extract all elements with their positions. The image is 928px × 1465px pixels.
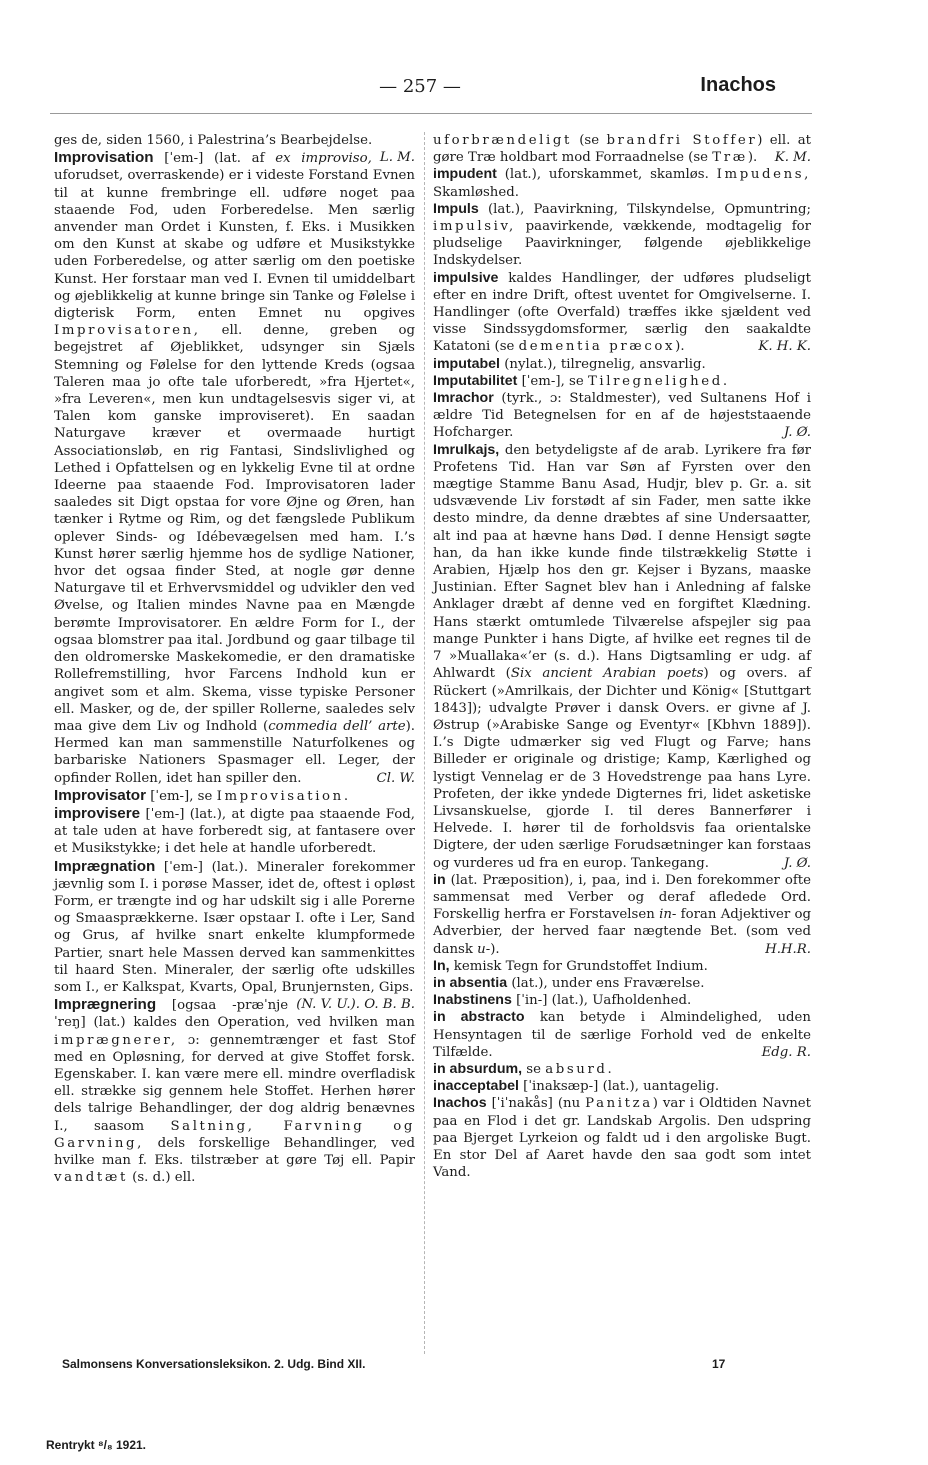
entry-text: kan betyde i Almindelighed, uden Hensyntagen til de særlige Forhold ved de enkelte Tilfælde. (433, 1010, 811, 1060)
entry-text: ) var i Oldtiden Navnet paa en Flod i det gr. Landskab Argolis. Den udspring paa Bjerget Lyrkeion og faldt ud i den argoliske Bugt. En stor Del af Aaret havde den saa godt som intet Vand. (433, 1096, 811, 1181)
italic-text: Six ancient Arabian poets (510, 666, 704, 682)
entry-impudent (433, 166, 811, 200)
author-signature: (N. V. U.). O. B. B. (296, 997, 415, 1013)
spaced-text: Panitza (585, 1096, 653, 1112)
entry-text: den betydeligste af de arab. Lyrikere fra før Profetens Tid. Han var Søn af Fyrsten over den mægtige Stamme Banu Asad, Hudjr, blev p. Gr. a. sit udsvævende Liv forstødt af sin Fader, men satte ikke desto mindre, da denne dræbtes af sine Undersaatter, alt ind paa at hævne hans Død. I denne Hensigt søgte han, da han ikke kunde finde tilstrækkelig Støtte i Arabien, Hjælp hos den gr. Kejser i Byzans, maaske Justinian. Efter Sagnet blev han i Anledning af falske Anklager dræbt af denne ved en forgiftet Klædning. Hans stærkt omtumlede Tilværelse afspejler sig paa mange Punkter i hans Digte, af hvilke eet regnes til de 7 »Muallaka«’er (s. d.). Hans Digtsamling er udg. af Ahlwardt ( (433, 442, 811, 682)
headword: inacceptabel (433, 1078, 519, 1095)
entry-continuation (433, 132, 811, 166)
entry-text: se (522, 1061, 546, 1077)
headword: impulsive (433, 269, 499, 286)
entry-text: [ˈem-], se (517, 373, 588, 389)
author-signature: Edg. R. (761, 1044, 811, 1060)
entry-text: [ˈiˈnakås] (nu (486, 1096, 586, 1112)
headword: Imrulkajs, (433, 441, 500, 458)
entry-text: Skamløshed. (433, 184, 519, 200)
cross-reference: vandtæt (54, 1170, 128, 1186)
entry-in (433, 872, 811, 958)
spaced-text: Impudens, (716, 167, 811, 183)
entry-text: (se (571, 133, 607, 148)
entry-text: ). (675, 339, 685, 355)
author-signature: H.H.R. (765, 941, 811, 957)
entry-impuls (433, 201, 811, 270)
entry-in-absurdum (433, 1061, 811, 1078)
spaced-text: uforbrændeligt (433, 133, 572, 148)
footer-source: Salmonsens Konversationsleksikon. 2. Udg. Bind XII. (62, 1357, 366, 1371)
headword: in abstracto (433, 1009, 525, 1026)
entry-text: [ˈem-] (lat.). Mineraler forekommer jævnlig som I. i porøse Masser, idet de, oftest i opløst Form, er trængte ind og har udskilt sig i alle Porerne og Smaasprækkerne. Især opstaar I. ofte i Ler, Sand og Grus, af hvilke snart enkelte klumpformede Partier, snart hele Massen derved kan sammenkittes til haard Sten. Mineraler, der særlig ofte udskilles som I., er Kalkspat, Kvarts, Opal, Brunjernsten, Gips. (54, 859, 415, 995)
cross-reference: dementia præcox (518, 339, 676, 355)
headword: Improvisator (54, 786, 146, 804)
header-rule (50, 113, 812, 114)
headword: In, (433, 957, 450, 974)
headword: Imrachor (433, 390, 494, 407)
entry-text: foran Adjektiver og Adverbier, der herved faar nægtende Bet. (som ved dansk (433, 907, 811, 957)
entry-text: kaldes Handlinger, der udføres pludseligt efter en indre Drift, oftest uventet for Omgivelserne. I. Handlinger (ofte Overfald) træffes ikke sjældent ved visse Sindssygdomsformer, særlig den saakaldte Katatoni (se (433, 270, 811, 355)
entry-text: ) ell. at gøre Træ holdbart mod Forraadnelse (se (433, 133, 811, 166)
running-head: Inachos (700, 74, 776, 96)
spaced-text: imprægnerer, (54, 1032, 178, 1048)
entry-imputabel (433, 356, 811, 373)
cross-reference: Tilregnelighed. (587, 373, 730, 389)
spaced-text: Improvisatoren, (54, 323, 201, 339)
entry-text: (nylat.), tilregnelig, ansvarlig. (500, 356, 706, 372)
author-signature: L. M. (379, 150, 415, 166)
headword: Inachos (433, 1095, 487, 1112)
entry-text: (lat.), under ens Fraværelse. (507, 975, 705, 991)
entry-text: (lat.), Paavirkning, Tilskyndelse, Opmuntring; (478, 201, 811, 217)
italic-text: ex improviso, (275, 151, 372, 167)
headword: Improvisation (54, 149, 154, 167)
headword: improvisere (54, 804, 141, 822)
cross-reference: Improvisation. (216, 788, 351, 804)
cross-reference: absurd. (545, 1061, 615, 1077)
entry-text: paavirkende, vækkende, modtagelig for pludselige Paavirkninger, følgende øjeblikkelige Indskydelser. (433, 219, 811, 269)
entry-text: [ˈinaksæp-] (lat.), uantagelig. (518, 1079, 720, 1095)
entry-in-symbol (433, 958, 811, 975)
entry-text: [ˈin-] (lat.), Uafholdenhed. (511, 993, 692, 1009)
entry-improvisation (54, 149, 415, 787)
author-signature: J. Ø. (783, 425, 811, 441)
entry-imrulkajs (433, 442, 811, 872)
cross-reference: Træ (712, 150, 748, 166)
headword: Inabstinens (433, 992, 512, 1009)
headword: in (433, 871, 446, 888)
entry-text: (lat. Præposition), i, paa, ind i. Den forekommer ofte sammensat med Verber og deraf afledede Ord. Forskellig herfra er Forstavelsen (433, 872, 811, 923)
entry-inacceptabel (433, 1078, 811, 1095)
spaced-text: Saltning, Farvning og Garvning, (54, 1118, 415, 1151)
entry-inabstinens (433, 992, 811, 1009)
entry-text: ). (747, 150, 758, 166)
entry-text: (tyrk., ɔ: Staldmester), ved Sultanens Hof i ældre Tid Betegnelsen for en af de højeststaaende Hofcharger. (433, 391, 811, 441)
spaced-text: impulsiv, (433, 219, 516, 235)
headword: Imprægnering (54, 996, 157, 1014)
left-column (54, 132, 415, 1186)
entry-text: [ˈem-], se (146, 788, 217, 804)
entry-text: ges de, siden 1560, i Palestrina’s Bearbejdelse. (54, 133, 373, 148)
entry-text: uforudset, overraskende) er i videste Forstand Evnen til at kunne frembringe ell. udføre noget paa staaende Fod, uden Forberedelse. Men særlig anvender man Ordet i Kunsten, f. Eks. i Musikken om den Kunst at skabe og udføre et Musikstykke uden Forberedelse, og atter særlig om den poetiske Kunst. Her forstaar man ved I. Evnen til umiddelbart og øjeblikkelig at kunne bringe sin Tanke og Følelse i digterisk Form, enten Emnet nu opgives (54, 168, 415, 322)
entry-text: ). (490, 941, 500, 957)
headword: imputabel (433, 355, 501, 372)
entry-in-abstracto (433, 1009, 811, 1061)
headword: Imputabilitet (433, 372, 518, 389)
footer-sheet-number: 17 (712, 1357, 726, 1371)
entry-impulsive (433, 270, 811, 356)
right-column (433, 132, 811, 1181)
entry-text: ). Hermed kan man sammenstille Naturfolkenes og barbariske Nationers Spasmager ell. Leger, der opfinder Rollen, idet han spiller den. (54, 718, 416, 786)
headword: Imprægnation (54, 857, 156, 875)
author-signature: K. M. (774, 150, 811, 166)
headword: in absurdum, (433, 1060, 523, 1077)
entry-text: dels forskellige Behandlinger, ved hvilke man f. Eks. tilstræber at gøre Tøj ell. Papir (54, 1135, 415, 1168)
entry-imputabilitet (433, 373, 811, 390)
entry-text: (lat.), uforskammet, skamløs. (496, 167, 717, 183)
entry-text: [ˈem-] (lat. af (153, 151, 276, 167)
entry-text: ell. denne, greben og begejstret af Øjeblikket, udsynger sin Sjæls Stemning og Følelse for den lyttende Kreds (ogsaa Taleren maa jo ofte tale uforberedt, »fra Hjertet«, »fra Leveren«, men kun undtagelsesvis siger vi, at Talen kom ganske improviseret). En saadan Naturgave kræver et overmaade hurtigt Associationsløb, en rig Fantasi, Sindslivlighed og Lethed i Opfattelsen og en lykkelig Evne til at ordne Ideerne paa staaende Fod. Improvisatoren lader saaledes sit Digt opstaa for vore Øjne og Øren, han tænker i Rytme og Rim, og det fængslede Publikum oplever Sinds- og Idébevægelsen med ham. I.’s Kunst hører særlig hjemme hos de sydlige Nationer, hvor det ogsaa finder Sted, at nogle gør denne Naturgave til et Erhvervsmiddel og udvikler den ved Øvelse, og Italien mindes Navne paa en Mængde berømte Improvisatorer. En ældre Form for I., der ogsaa blomstrer paa ital. Jordbund og gaar tilbage til den oldromerske Maskekomedie, er den dramatiske Rollefremstilling, hvor Farcens Indhold kun er angivet som et alm. Skema, visse typiske Personer ell. Masker, og de, der spiller Rollerne, saaledes selv maa give dem Liv og Indhold ( (54, 323, 415, 734)
author-signature: K. H. K. (758, 339, 811, 355)
author-signature: Cl. W. (376, 770, 415, 786)
entry-inachos (433, 1095, 811, 1181)
column-divider (424, 132, 425, 1354)
entry-impraegnering (54, 996, 415, 1186)
entry-text: kemisk Tegn for Grundstoffet Indium. (449, 958, 708, 974)
headword: Impuls (433, 200, 479, 217)
entry-text: (s. d.) ell. (127, 1170, 196, 1186)
headword: impudent (433, 166, 497, 183)
entry-text: ɔ: gennemtrænger et fast Stof med en Opløsning, for derved at give Stoffet forsk. Egenskaber. I. kan være mere ell. mindre overfladisk ell. strække sig gennem hele Stoffet. Herhen hører dels talrige Behandlinger, der dog aldrig benævnes I., saasom (54, 1032, 415, 1134)
headword: in absentia (433, 974, 508, 991)
entry-improvisere (54, 805, 415, 858)
page-number: — 257 — (379, 76, 461, 97)
italic-text: u- (477, 941, 491, 957)
entry-imrachor (433, 390, 811, 442)
author-signature: J. Ø. (783, 855, 811, 871)
reprint-note: Rentrykt ⁸/₈ 1921. (46, 1438, 147, 1452)
entry-text: [ˈem-] (lat.), at digte paa staaende Fod, at tale uden at have forberedt sig, at fantasere over et Musikstykke; i det hele at handle uforberedt. (54, 806, 415, 857)
entry-improvisator (54, 787, 415, 805)
entry-in-absentia (433, 975, 811, 992)
entry-text: [ogsaa -præˈnjeˈreŋ] (lat.) kaldes den Operation, ved hvilken man (54, 998, 415, 1031)
cross-reference: brandfri Stoffer (606, 133, 758, 148)
italic-text: commedia dell’ arte (268, 718, 406, 734)
entry-text: ) og overs. af Rückert (»Amrilkais, der Dichter und König« [Stuttgart 1843]); udvalgte Prøver i dansk Overs. er givne af J. Østrup (»Arabiske Sange og Eventyr« [Kbhvn 1889]). I.’s Digte udmærker sig ved Flugt og Farve; hans Billeder er originale og dristige; Kamp, Kærlighed og lystigt Vennelag er de 3 Hovedstrenge paa hans Lyre. Profeten, der ikke yndede Digternes fri, lidet asketiske Livsanskuelse, gjorde I. til deres Bannerfører i Helvede. I. hører til de forholdsvis faa orientalske Digtere, der uden særlige Forudsætninger kan forstaas og vurderes ud fra en europ. Tankegang. (433, 666, 811, 871)
italic-text: in- (659, 907, 677, 923)
